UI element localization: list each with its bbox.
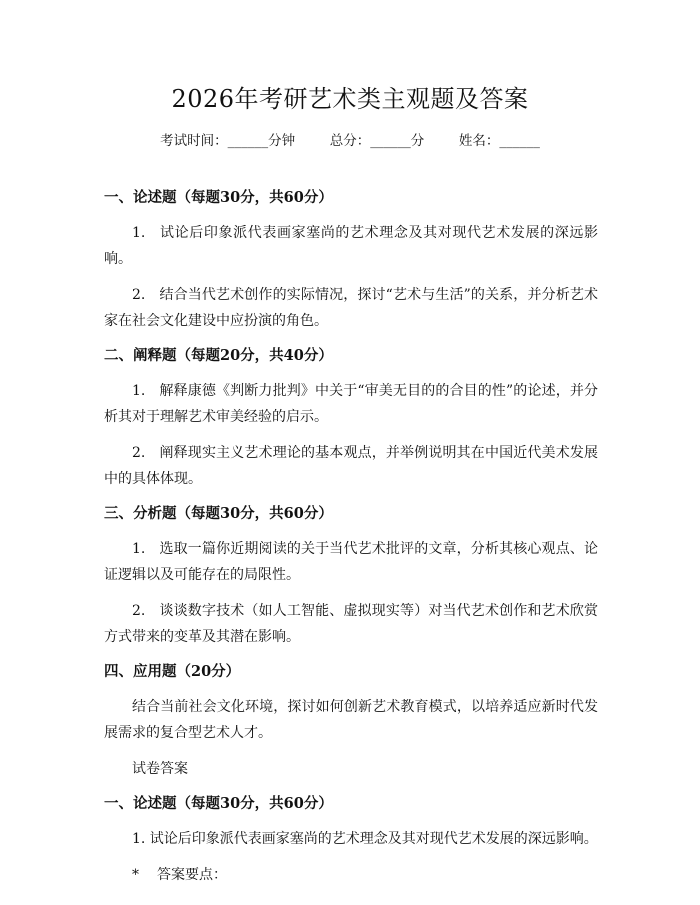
question-text: 谈谈数字技术（如人工智能、虚拟现实等）对当代艺术创作和艺术欣赏方式带来的变革及其潜在影响。 — [104, 603, 598, 645]
section-heading-interpretation: 二、阐释题（每题20分，共40分） — [104, 347, 333, 364]
time-label: 考试时间： — [160, 133, 228, 149]
question-text: 结合当前社会文化环境，探讨如何创新艺术教育模式，以培养适应新时代发展需求的复合型艺术人才。 — [104, 699, 598, 741]
question-item — [104, 282, 598, 334]
question-text: 阐释现实主义艺术理论的基本观点，并举例说明其在中国近代美术发展中的具体体现。 — [104, 445, 598, 487]
question-number: 1. — [132, 383, 146, 399]
answer-bullet — [104, 862, 598, 888]
question-text: 选取一篇你近期阅读的关于当代艺术批评的文章，分析其核心观点、论证逻辑以及可能存在的局限性。 — [104, 541, 598, 583]
section-heading-essay: 一、论述题（每题30分，共60分） — [104, 189, 333, 206]
exam-meta — [0, 131, 700, 151]
page-title: 2026年考研艺术类主观题及答案 — [171, 85, 529, 113]
question-item — [104, 598, 598, 650]
answer-label: 试卷答案 — [132, 761, 188, 777]
question-number: 2. — [132, 603, 146, 619]
bullet-marker: * — [132, 867, 139, 883]
time-blank: ______ — [227, 133, 269, 149]
name-blank: ______ — [499, 133, 540, 149]
question-number: 1. — [132, 541, 146, 557]
answer-item: 1. 试论后印象派代表画家塞尚的艺术理念及其对现代艺术发展的深远影响。 — [132, 831, 598, 847]
section-heading-application: 四、应用题（20分） — [104, 663, 241, 680]
question-text: 试论后印象派代表画家塞尚的艺术理念及其对现代艺术发展的深远影响。 — [104, 225, 598, 267]
name-label: 姓名： — [458, 133, 500, 149]
question-number: 2. — [132, 445, 146, 461]
question-number: 1. — [132, 225, 146, 241]
question-text: 结合当代艺术创作的实际情况，探讨“艺术与生活”的关系，并分析艺术家在社会文化建设中应扮演的角色。 — [104, 287, 598, 329]
question-text: 解释康德《判断力批判》中关于“审美无目的的合目的性”的论述，并分析其对于理解艺术审美经验的启示。 — [104, 383, 598, 425]
score-blank: ______ — [370, 133, 411, 149]
score-label: 总分： — [329, 133, 371, 149]
question-item — [104, 378, 598, 430]
time-unit: 分钟 — [268, 133, 296, 149]
bullet-text: 答案要点： — [157, 867, 227, 883]
score-unit: 分 — [410, 133, 425, 149]
answer-section-heading: 一、论述题（每题30分，共60分） — [104, 795, 333, 812]
question-item — [104, 220, 598, 272]
question-item — [104, 440, 598, 492]
question-number: 2. — [132, 287, 146, 303]
section-heading-analysis: 三、分析题（每题30分，共60分） — [104, 505, 333, 522]
question-item — [104, 694, 598, 746]
document-body — [104, 186, 598, 888]
question-item — [104, 536, 598, 588]
